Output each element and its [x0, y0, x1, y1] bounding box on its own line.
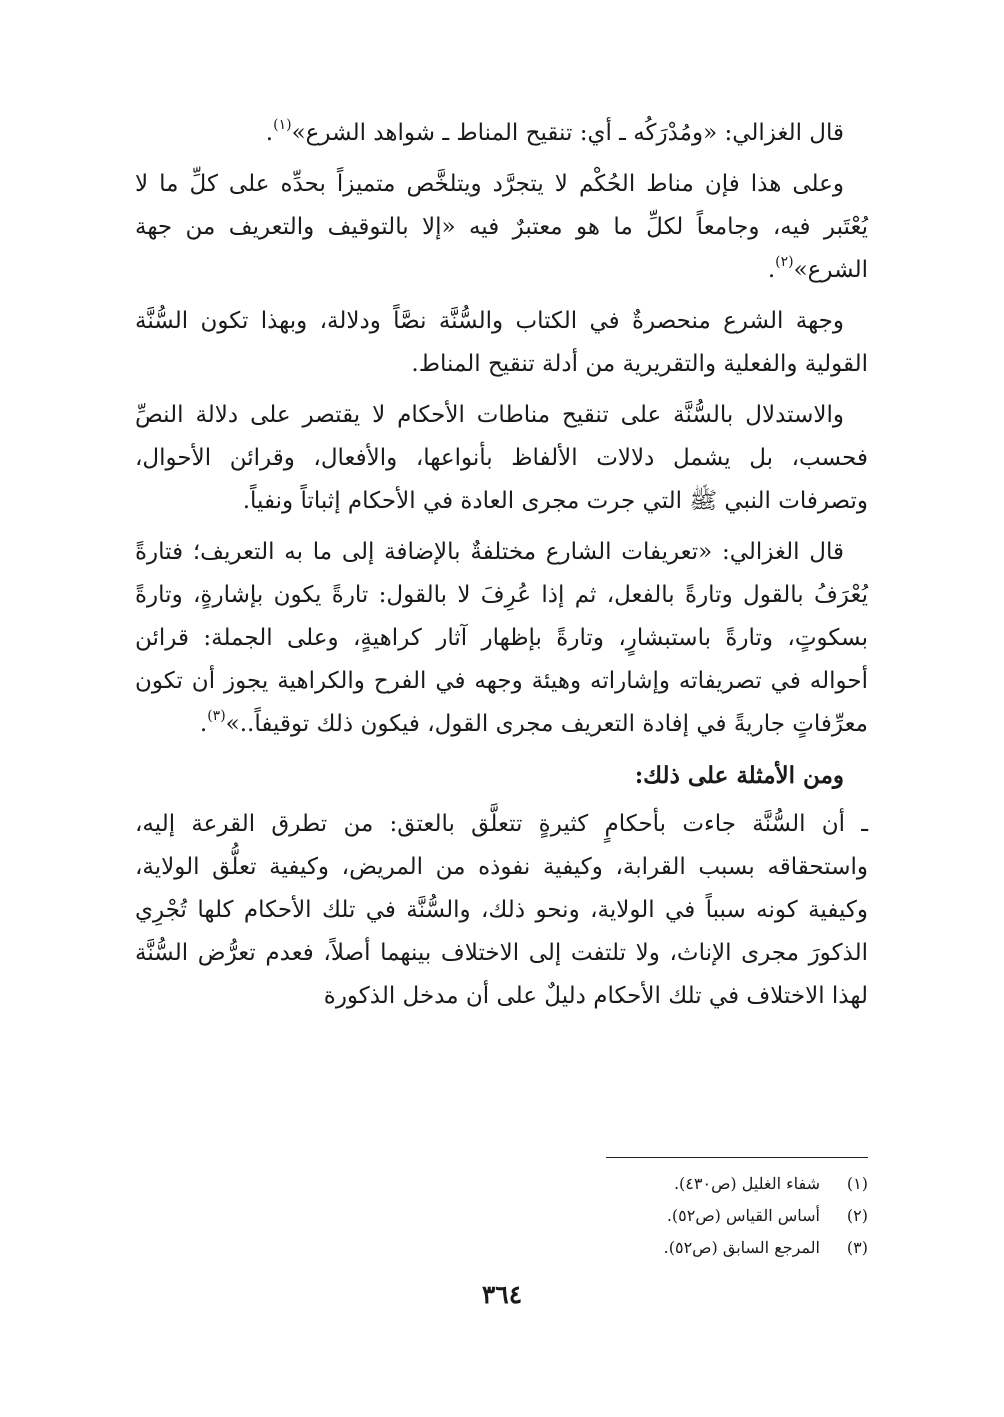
footnotes: [135, 1168, 868, 1264]
paragraph-4: [135, 394, 868, 523]
paragraph-5: [135, 531, 868, 746]
footnote-ref-1: (١): [273, 117, 292, 134]
footnote-3-text: المرجع السابق (ص٥٢).: [663, 1238, 820, 1257]
footnote-1: [135, 1168, 868, 1200]
footnote-3-number: (٣): [846, 1238, 868, 1257]
paragraph-5-text: قال الغزالي: «تعريفات الشارع مختلفةٌ بالإضافة إلى ما به التعريف؛ فتارةً يُعْرَفُ بالقول وتارةً بالفعل، ثم إذا عُرِفَ لا بالقول: تارةً يكون بإشارةٍ، وتارةً بسكوتٍ، وتارةً باستبشارٍ، وتارةً بإظهار آثار كراهيةٍ، وعلى الجملة: قرائن أحواله في تصريفاته وإشاراته وهيئة وجهه في الفرح والكراهية يجوز أن تكون معرِّفاتٍ جاريةً في إفادة التعريف مجرى القول، فيكون ذلك توقيفاً..»: [135, 539, 868, 737]
footnote-ref-3: (٣): [207, 708, 226, 725]
footnote-1-text: شفاء الغليل (ص٤٣٠).: [673, 1174, 820, 1193]
footnote-2-text: أساس القياس (ص٥٢).: [666, 1206, 820, 1225]
paragraph-3: [135, 300, 868, 386]
footnote-ref-2: (٢): [775, 254, 794, 271]
footnote-3: [135, 1232, 868, 1264]
paragraph-2: [135, 163, 868, 292]
paragraph-3-text: وجهة الشرع منحصرةٌ في الكتاب والسُّنَّة نصَّاً ودلالة، وبهذا تكون السُّنَّة القولية والفعلية والتقريرية من أدلة تنقيح المناط.: [135, 308, 868, 377]
paragraph-2-tail: .: [767, 257, 776, 283]
paragraph-6: ـ أن السُّنَّة جاءت بأحكامٍ كثيرةٍ تتعلَّق بالعتق: من تطرق القرعة إليه، واستحقاقه بسبب القرابة، وكيفية نفوذه من المريض، وكيفية تعلُّق الولاية، وكيفية كونه سبباً في الولاية، ونحو ذلك، والسُّنَّة في تلك الأحكام كلها تُجْرِي الذكورَ مجرى الإناث، ولا تلتفت إلى الاختلاف بينهما أصلاً، فعدم تعرُّض السُّنَّة لهذا الاختلاف في تلك الأحكام دليلٌ على أن مدخل الذكورة: [135, 811, 868, 1009]
footnote-1-number: (١): [846, 1174, 868, 1193]
paragraph-1-text: قال الغزالي: «ومُدْرَكُه ـ أي: تنقيح المناط ـ شواهد الشرع»: [291, 120, 844, 146]
paragraph-4-text: والاستدلال بالسُّنَّة على تنقيح مناطات الأحكام لا يقتصر على دلالة النصِّ فحسب، بل يشمل دلالات الألفاظ بأنواعها، والأفعال، وقرائن الأحوال، وتصرفات النبي ﷺ التي جرت مجرى العادة في الأحكام إثباتاً ونفياً.: [135, 402, 868, 514]
paragraph-5-tail: .: [199, 711, 208, 737]
footnote-2-number: (٢): [846, 1206, 868, 1225]
page-number: ٣٦٤: [481, 1280, 523, 1309]
paragraph-1-tail: .: [265, 120, 274, 146]
section-heading: ومن الأمثلة على ذلك:: [634, 762, 844, 789]
footnote-divider: [606, 1157, 868, 1158]
paragraph-2-text: وعلى هذا فإن مناط الحُكْم لا يتجرَّد ويتلخَّص متميزاً بحدِّه على كلِّ ما لا يُعْتَبر فيه، وجامعاً لكلِّ ما هو معتبرٌ فيه «إلا بالتوقيف والتعريف من جهة الشرع»: [135, 171, 868, 283]
main-text-block: [135, 112, 868, 1026]
paragraph-1: [135, 112, 868, 155]
footnote-2: [135, 1200, 868, 1232]
